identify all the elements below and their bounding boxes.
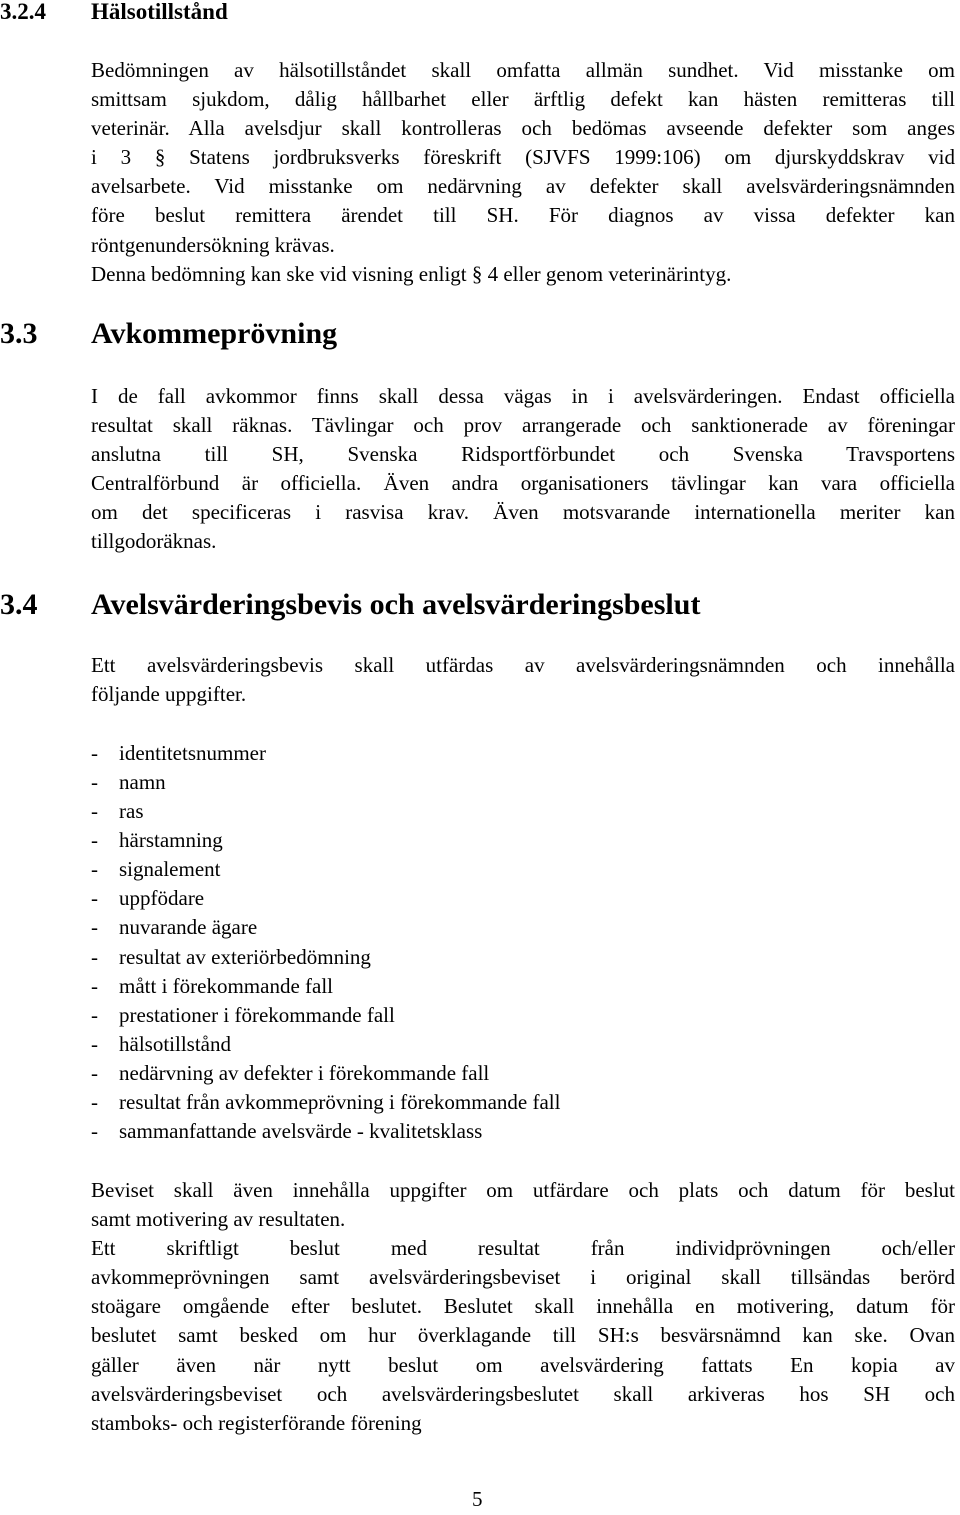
text-line: följande uppgifter. [91,682,247,707]
text-line: samt motivering av resultaten. [91,1207,346,1232]
list-item: - namn [91,770,166,795]
paragraph-avkommeprovning [91,382,955,557]
list-item: - identitetsnummer [91,741,266,765]
text-line: före beslut remittera ärendet till SH. För diagnos av vissa defekter kan [91,203,955,228]
list-item: - resultat av exteriörbedömning [91,944,371,969]
text-line: avelsarbete. Vid misstanke om nedärvning av defekter skall avelsvärderingsnämnden [91,174,955,199]
heading-title: Hälsotillstånd [91,0,228,24]
page-number: 5 [472,1487,483,1511]
list-item: - nuvarande ägare [91,915,258,940]
heading-3-3 [0,317,338,350]
heading-number: 3.4 [0,588,38,621]
text-line: Bedömningen av hälsotillståndet skall omfatta allmän sundhet. Vid misstanke om [91,58,955,82]
paragraph-halsotillstand [91,56,955,289]
text-line: anslutna till SH, Svenska Ridsportförbundet och Svenska Travsportens [91,442,955,467]
text-line: resultat skall räknas. Tävlingar och prov arrangerade och sanktionerade av föreningar [91,413,955,438]
text-line: Beviset skall även innehålla uppgifter om utfärdare och plats och datum för beslut [91,1178,955,1202]
text-line: avkommeprövningen samt avelsvärderingsbeviset i original skall tillsändas berörd [91,1265,955,1290]
text-line: i 3 § Statens jordbruksverks föreskrift (SJVFS 1999:106) om djurskyddskrav vid [91,145,955,170]
list-item: - ras [91,799,144,824]
text-line: veterinär. Alla avelsdjur skall kontrolleras och bedömas avseende defekter som anges [91,116,955,141]
list-item: - signalement [91,857,221,882]
text-line: om det specificeras i rasvisa krav. Även motsvarande internationella meriter kan [91,500,955,525]
list-item: - härstamning [91,828,223,853]
text-line: Denna bedömning kan ske vid visning enligt § 4 eller genom veterinärintyg. [91,261,732,286]
list-item: - resultat från avkommeprövning i förekommande fall [91,1089,561,1114]
text-line: gäller även när nytt beslut om avelsvärdering fattats En kopia av [91,1352,955,1377]
text-line: stoägare omgående efter beslutet. Beslutet skall innehålla en motivering, datum för [91,1294,955,1319]
text-line: beslutet samt besked om hur överklagande till SH:s besvärsnämnd kan ske. Ovan [91,1323,955,1348]
text-line: smittsam sjukdom, dålig hållbarhet eller ärftlig defekt kan hästen remitteras till [91,87,955,112]
text-line: avelsvärderingsbeviset och avelsvärderingsbeslutet skall arkiveras hos SH och [91,1381,955,1406]
list-item: - prestationer i förekommande fall [91,1002,395,1027]
text-line: Ett avelsvärderingsbevis skall utfärdas av avelsvärderingsnämnden och innehålla [91,653,955,677]
list-item: - uppfödare [91,886,205,911]
text-line: röntgenundersökning krävas. [91,232,335,257]
text-line: Ett skriftligt beslut med resultat från individprövningen och/eller [91,1236,955,1261]
paragraph-bevis-outro [91,1176,955,1438]
list-item: - mått i förekommande fall [91,973,334,998]
bevis-contents-list [91,739,560,1146]
heading-number: 3.2.4 [0,0,46,24]
text-line: Centralförbund är officiella. Även andra organisationers tävlingar kan vara officiella [91,471,955,496]
list-item: - hälsotillstånd [91,1031,231,1056]
heading-3-2-4 [0,0,228,24]
heading-number: 3.3 [0,317,38,350]
heading-title: Avkommeprövning [91,317,338,350]
list-item: - nedärvning av defekter i förekommande fall [91,1060,490,1085]
paragraph-bevis-intro [91,651,955,709]
text-line: stamboks- och registerförande förening [91,1410,422,1435]
list-item: - sammanfattande avelsvärde - kvalitetsklass [91,1119,483,1144]
text-line: tillgodoräknas. [91,529,217,554]
heading-3-4 [0,588,701,621]
heading-title: Avelsvärderingsbevis och avelsvärderingsbeslut [91,588,701,621]
text-line: I de fall avkommor finns skall dessa vägas in i avelsvärderingen. Endast officiella [91,384,955,408]
